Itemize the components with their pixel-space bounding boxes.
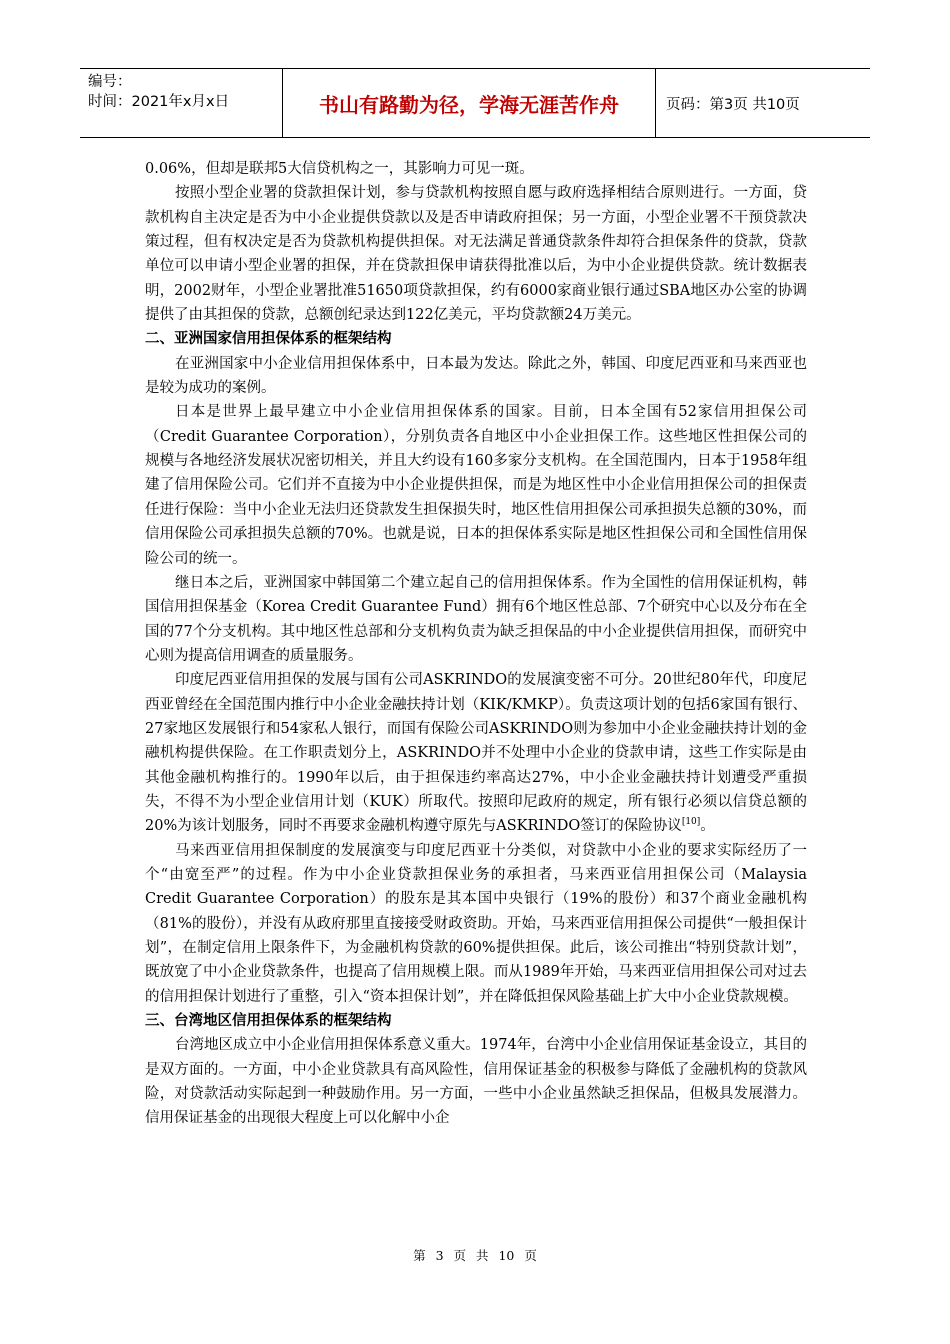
paragraph: 按照小型企业署的贷款担保计划，参与贷款机构按照自愿与政府选择相结合原则进行。一方面，贷款机构自主决定是否为中小企业提供贷款以及是否申请政府担保；另一方面，小型企业署不干预贷款决策过程，但有权决定是否为贷款机构提供担保。对无法满足普通贷款条件却符合担保条件的贷款，贷款单位可以申请小型企业署的担保，并在贷款担保申请获得批准以后，为中小企业提供贷款。统计数据表明，2002财年，小型企业署批准51650项贷款担保，约有6000家商业银行通过SBA地区办公室的协调提供了由其担保的贷款，总额创纪录达到122亿美元，平均贷款额24万美元。 (145, 185, 807, 324)
citation-ref: [10] (681, 817, 701, 828)
document-time-label: 时间：2021年x月x日 (88, 94, 230, 110)
paragraph-text: 印度尼西亚信用担保的发展与国有公司ASKRINDO的发展演变密不可分。20世纪80年代，印度尼西亚曾经在全国范围内推行中小企业金融扶持计划（KIK/KMKP）。负责这项计划的包括6家国有银行、27家地区发展银行和54家私人银行，而国有保险公司ASKRINDO则为参加中小企业金融扶持计划的金融机构提供保险。在工作职责划分上，ASKRINDO并不处理中小企业的贷款申请，这些工作实际是由其他金融机构推行的。1990年以后，由于担保违约率高达27%，中小企业金融扶持计划遭受严重损失，不得不为小型企业信用计划（KUK）所取代。按照印尼政府的规定，所有银行必须以信贷总额的20%为该计划服务，同时不再要求金融机构遵守原先与ASKRINDO签订的保险协议 (145, 672, 807, 835)
paragraph (145, 668, 807, 838)
page-header (80, 68, 870, 138)
paragraph: 0.06%，但却是联邦5大信贷机构之一，其影响力可见一斑。 (145, 161, 534, 177)
paragraph-end: 。 (700, 818, 715, 835)
paragraph: 马来西亚信用担保制度的发展演变与印度尼西亚十分类似，对贷款中小企业的要求实际经历了一个“由宽至严”的过程。作为中小企业贷款担保业务的承担者，马来西亚信用担保公司（Malaysia Credit Guarantee Corporation）的股东是其本国中央银行（19%的股份）和37个商业金融机构（81%的股份），并没有从政府那里直接接受财政资助。开始，马来西亚信用担保公司提供“一般担保计划”，在制定信用上限条件下，为金融机构贷款的60%提供担保。此后，该公司推出“特别贷款计划”，既放宽了中小企业贷款条件，也提高了信用规模上限。而从1989年开始，马来西亚信用担保公司对过去的信用担保计划进行了重整，引入“资本担保计划”，并在降低担保风险基础上扩大中小企业贷款规模。 (145, 842, 807, 1005)
paragraph: 在亚洲国家中小企业信用担保体系中，日本最为发达。除此之外，韩国、印度尼西亚和马来西亚也是较为成功的案例。 (145, 355, 807, 397)
header-page-info: 页码：第3页 共10页 (666, 96, 800, 113)
paragraph: 继日本之后，亚洲国家中韩国第二个建立起自己的信用担保体系。作为全国性的信用保证机构，韩国信用担保基金（Korea Credit Guarantee Fund）拥有6个地区性总部、7个研究中心以及分布在全国的77个分支机构。其中地区性总部和分支机构负责为缺乏担保品的中小企业提供信用担保，而研究中心则为提高信用调查的质量服务。 (145, 574, 807, 664)
document-body (145, 157, 807, 1131)
paragraph: 台湾地区成立中小企业信用担保体系意义重大。1974年，台湾中小企业信用保证基金设立，其目的是双方面的。一方面，中小企业贷款具有高风险性，信用保证基金的积极参与降低了金融机构的贷款风险，对贷款活动实际起到一种鼓励作用。另一方面，一些中小企业虽然缺乏担保品，但极具发展潜力。信用保证基金的出现很大程度上可以化解中小企 (145, 1037, 807, 1127)
page-number: 第 3 页 共 10 页 (413, 1248, 537, 1263)
section-heading: 二、亚洲国家信用担保体系的框架结构 (145, 331, 392, 348)
document-number-label: 编号： (88, 74, 132, 90)
header-meta (80, 69, 283, 137)
header-motto: 书山有路勤为径，学海无涯苦作舟 (283, 69, 656, 137)
section-heading: 三、台湾地区信用担保体系的框架结构 (145, 1013, 392, 1030)
paragraph: 日本是世界上最早建立中小企业信用担保体系的国家。目前，日本全国有52家信用担保公司（Credit Guarantee Corporation），分别负责各自地区中小企业担保工作。这些地区性担保公司的规模与各地经济发展状况密切相关，并且大约设有160多家分支机构。在全国范围内，日本于1958年组建了信用保险公司。它们并不直接为中小企业提供担保，而是为地区性中小企业信用担保公司的担保责任进行保险：当中小企业无法归还贷款发生担保损失时，地区性信用担保公司承担损失总额的30%，而信用保险公司承担损失总额的70%。也就是说，日本的担保体系实际是地区性担保公司和全国性信用保险公司的统一。 (145, 404, 807, 567)
page-footer (0, 1246, 950, 1264)
